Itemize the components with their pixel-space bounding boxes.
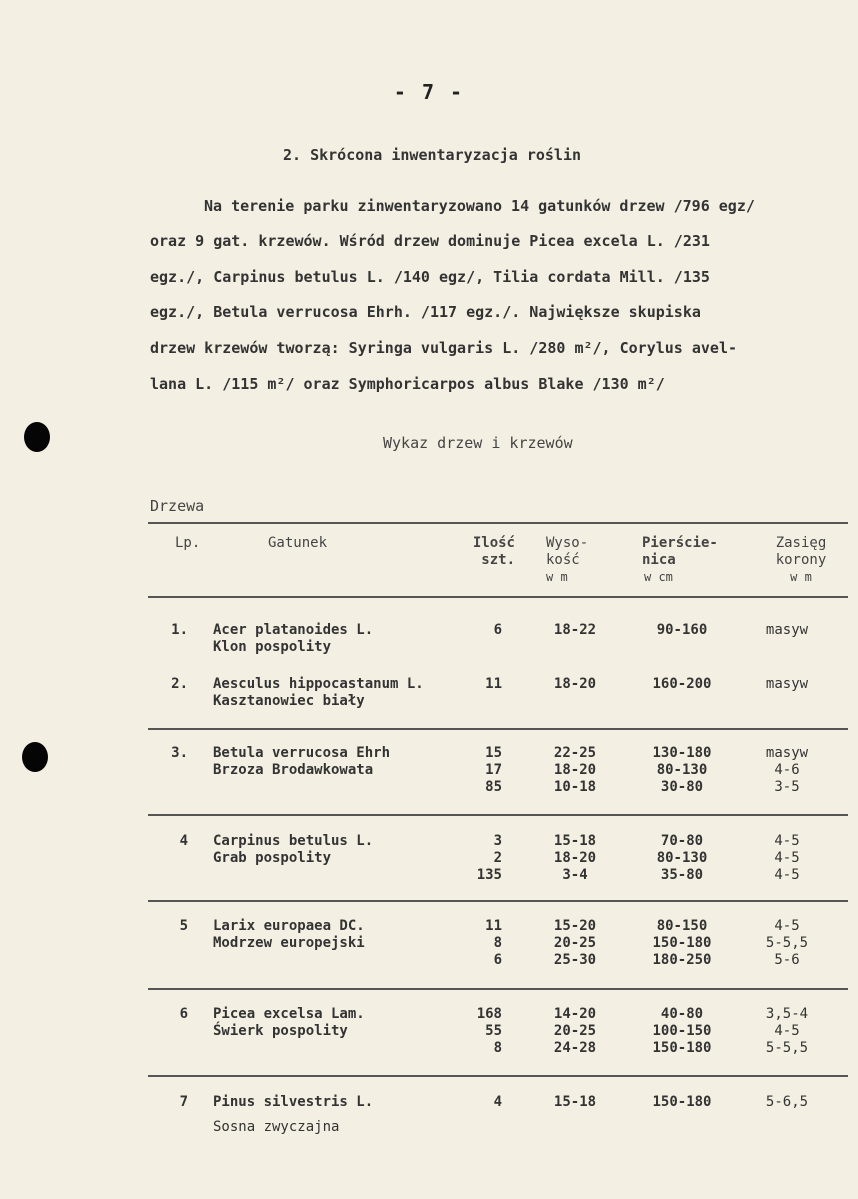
header-piersnica: Pierście- nica w cm [642,535,718,584]
crown-spread-m: 5-6,5 [765,1094,809,1110]
height-m: 15-18 18-20 3-4 [553,833,597,883]
row-number: 7 [179,1094,188,1110]
paragraph-line: Na terenie parku zinwentaryzowano 14 gatunków drzew /796 egz/ [204,197,755,215]
row-separator-rule [148,900,848,902]
row-number: 4 [179,833,188,849]
page-number: - 7 - [393,80,465,104]
trunk-circumference-cm: 40-80 100-150 150-180 [652,1006,712,1056]
quantity: 6 [493,622,502,638]
trunk-circumference-cm: 90-160 [656,622,708,638]
trunk-circumference-cm: 160-200 [652,676,712,692]
species-name: Aesculus hippocastanum L. Kasztanowiec biały [213,676,424,709]
section-heading: 2. Skrócona inwentaryzacja roślin [283,146,582,164]
quantity: 168 55 8 [476,1006,502,1056]
height-m: 15-18 [553,1094,597,1110]
row-separator-rule [148,814,848,816]
row-number: 1. [171,622,188,638]
height-m: 14-20 20-25 24-28 [553,1006,597,1056]
quantity: 11 [485,676,502,692]
punch-hole [22,742,48,772]
species-name: Pinus silvestris L. Sosna zwyczajna [213,1094,374,1135]
header-ilosc: Ilość szt. [472,535,515,568]
trunk-circumference-cm: 70-80 80-130 35-80 [656,833,708,883]
header-wysokosc: Wyso- kość w m [546,535,589,584]
crown-spread-m: masyw [765,622,809,638]
row-separator-rule [148,1075,848,1077]
quantity: 11 8 6 [485,918,502,968]
header-zasieg: Zasięg korony w m [775,535,827,584]
height-m: 22-25 18-20 10-18 [553,745,597,795]
paragraph-line: drzew krzewów tworzą: Syringa vulgaris L. /280 m²/, Corylus avel- [150,339,737,357]
crown-spread-m: 4-5 5-5,5 5-6 [765,918,809,968]
paragraph-line: egz./, Betula verrucosa Ehrh. /117 egz./. Największe skupiska [150,303,701,321]
header-gatunek: Gatunek [268,535,328,551]
table-top-rule [148,522,848,524]
species-name: Acer platanoides L. Klon pospolity [213,622,374,655]
punch-hole [24,422,50,452]
section-label: Drzewa [150,497,205,515]
header-lp: Lp. [175,535,201,551]
trunk-circumference-cm: 80-150 150-180 180-250 [652,918,712,968]
paragraph-line: oraz 9 gat. krzewów. Wśród drzew dominuje Picea excela L. /231 [150,232,710,250]
species-name: Carpinus betulus L. Grab pospolity [213,833,374,866]
trunk-circumference-cm: 130-180 80-130 30-80 [652,745,712,795]
header-bottom-rule [148,596,848,598]
paragraph-line: egz./, Carpinus betulus L. /140 egz/, Tilia cordata Mill. /135 [150,268,710,286]
quantity: 4 [493,1094,502,1110]
species-name: Betula verrucosa Ehrh Brzoza Brodawkowata [213,745,391,778]
height-m: 15-20 20-25 25-30 [553,918,597,968]
crown-spread-m: 3,5-4 4-5 5-5,5 [765,1006,809,1056]
species-name: Larix europaea DC. Modrzew europejski [213,918,365,951]
crown-spread-m: masyw [765,676,809,692]
trunk-circumference-cm: 150-180 [652,1094,712,1110]
row-number: 2. [171,676,188,692]
row-number: 6 [179,1006,188,1022]
quantity: 15 17 85 [485,745,502,795]
paragraph-line: lana L. /115 m²/ oraz Symphoricarpos albus Blake /130 m²/ [150,375,665,393]
crown-spread-m: masyw 4-6 3-5 [765,745,809,795]
height-m: 18-20 [553,676,597,692]
row-separator-rule [148,728,848,730]
row-number: 3. [171,745,188,761]
list-title: Wykaz drzew i krzewów [383,434,573,452]
row-separator-rule [148,988,848,990]
height-m: 18-22 [553,622,597,638]
species-name: Picea excelsa Lam. Świerk pospolity [213,1006,365,1039]
row-number: 5 [179,918,188,934]
crown-spread-m: 4-5 4-5 4-5 [774,833,800,883]
quantity: 3 2 135 [476,833,502,883]
